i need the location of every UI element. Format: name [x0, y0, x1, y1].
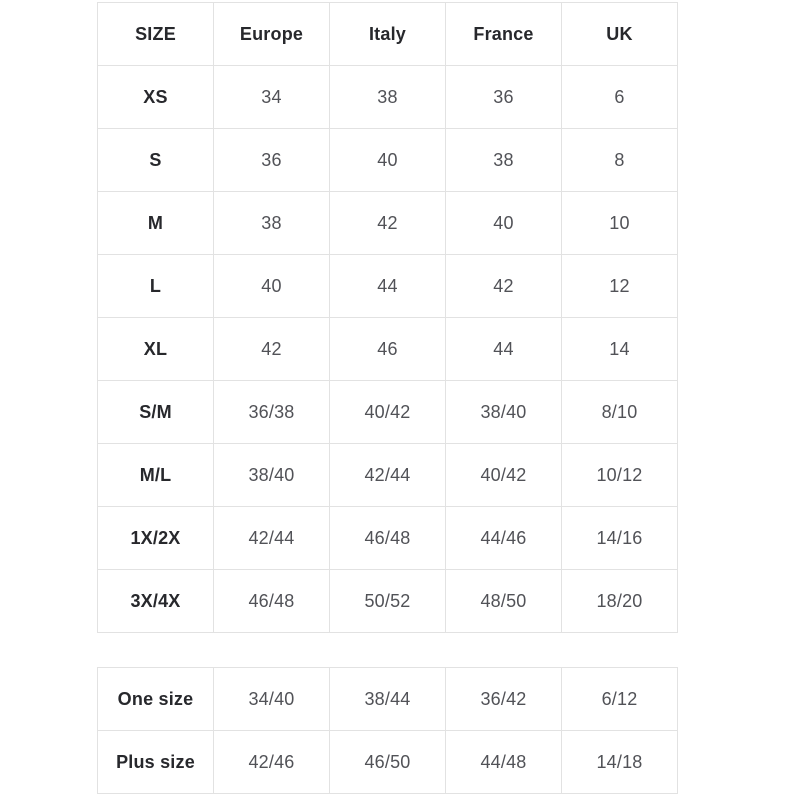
- table-cell: 14/16: [562, 507, 678, 570]
- table-cell: 42/44: [214, 507, 330, 570]
- table-row: [98, 381, 678, 444]
- table-cell: 38: [330, 66, 446, 129]
- table-cell: 46: [330, 318, 446, 381]
- table-cell: 34/40: [214, 668, 330, 731]
- table-cell: 44/46: [446, 507, 562, 570]
- table-cell: 40: [330, 129, 446, 192]
- row-label: M: [98, 192, 214, 255]
- table-cell: 42/46: [214, 731, 330, 794]
- table-cell: 44: [446, 318, 562, 381]
- table-cell: 42: [214, 318, 330, 381]
- table-row: [98, 255, 678, 318]
- table-cell: 36: [446, 66, 562, 129]
- column-header-france: France: [446, 3, 562, 66]
- table-cell: 50/52: [330, 570, 446, 633]
- table-row: [98, 731, 678, 794]
- table-cell: 38/40: [214, 444, 330, 507]
- column-header-size: SIZE: [98, 3, 214, 66]
- table-cell: 40/42: [330, 381, 446, 444]
- table-cell: 40/42: [446, 444, 562, 507]
- table-cell: 48/50: [446, 570, 562, 633]
- table-cell: 36/42: [446, 668, 562, 731]
- column-header-uk: UK: [562, 3, 678, 66]
- table-row: [98, 444, 678, 507]
- table-row: [98, 507, 678, 570]
- table-cell: 40: [446, 192, 562, 255]
- table-cell: 40: [214, 255, 330, 318]
- table-cell: 42: [446, 255, 562, 318]
- table-row: [98, 570, 678, 633]
- table-cell: 42: [330, 192, 446, 255]
- table-cell: 34: [214, 66, 330, 129]
- table-row: [98, 318, 678, 381]
- size-conversion-table: [97, 2, 678, 633]
- table-cell: 44/48: [446, 731, 562, 794]
- row-label: One size: [98, 668, 214, 731]
- row-label: XL: [98, 318, 214, 381]
- table-row: [98, 668, 678, 731]
- table-row: [98, 192, 678, 255]
- table-cell: 12: [562, 255, 678, 318]
- row-label: S/M: [98, 381, 214, 444]
- table-cell: 44: [330, 255, 446, 318]
- header-row: [98, 3, 678, 66]
- row-label: Plus size: [98, 731, 214, 794]
- table-cell: 42/44: [330, 444, 446, 507]
- table-cell: 46/48: [214, 570, 330, 633]
- table-cell: 46/50: [330, 731, 446, 794]
- row-label: XS: [98, 66, 214, 129]
- table-cell: 18/20: [562, 570, 678, 633]
- table-cell: 6/12: [562, 668, 678, 731]
- row-label: L: [98, 255, 214, 318]
- row-label: 3X/4X: [98, 570, 214, 633]
- column-header-italy: Italy: [330, 3, 446, 66]
- table-row: [98, 66, 678, 129]
- table-cell: 8: [562, 129, 678, 192]
- table-cell: 14: [562, 318, 678, 381]
- table-cell: 6: [562, 66, 678, 129]
- table-cell: 36/38: [214, 381, 330, 444]
- row-label: M/L: [98, 444, 214, 507]
- table-cell: 38/44: [330, 668, 446, 731]
- table-cell: 46/48: [330, 507, 446, 570]
- row-label: 1X/2X: [98, 507, 214, 570]
- column-header-europe: Europe: [214, 3, 330, 66]
- table-cell: 14/18: [562, 731, 678, 794]
- row-label: S: [98, 129, 214, 192]
- table-row: [98, 129, 678, 192]
- table-cell: 36: [214, 129, 330, 192]
- table-cell: 38: [214, 192, 330, 255]
- table-cell: 8/10: [562, 381, 678, 444]
- table-cell: 10: [562, 192, 678, 255]
- one-size-plus-size-table: [97, 667, 678, 794]
- table-cell: 10/12: [562, 444, 678, 507]
- table-cell: 38/40: [446, 381, 562, 444]
- table-cell: 38: [446, 129, 562, 192]
